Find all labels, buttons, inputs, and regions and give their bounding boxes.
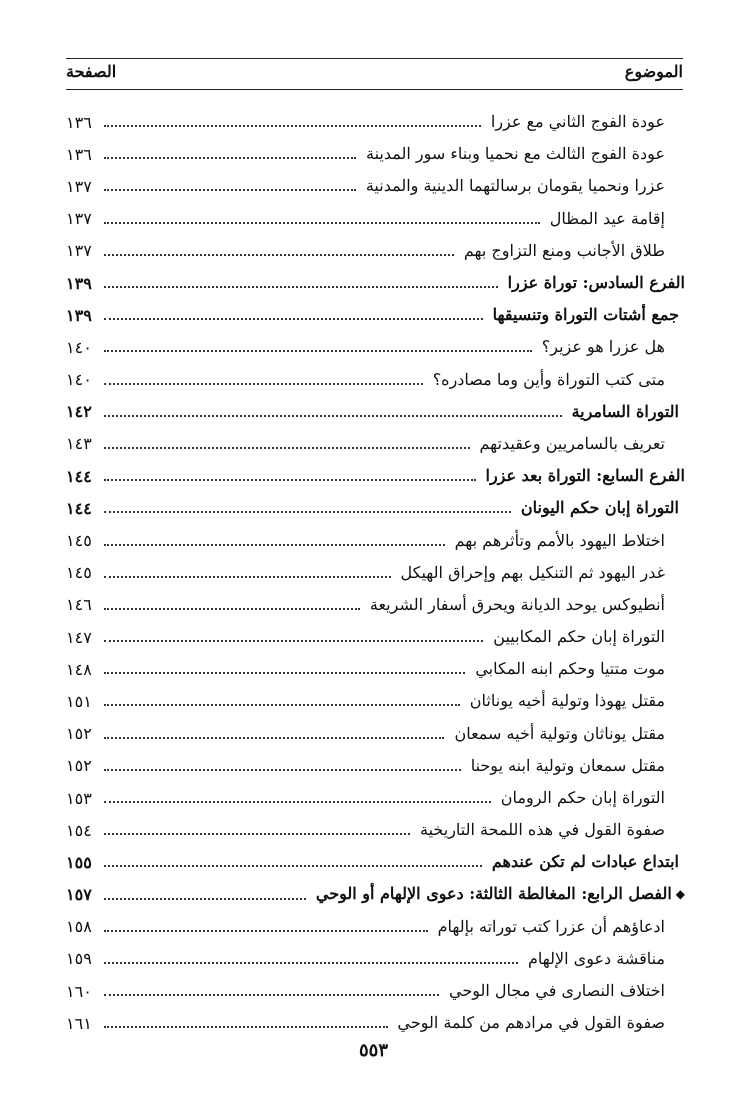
toc-entry-title [449,531,665,551]
toc-entry-title [495,788,665,808]
toc-entry-page: ١٣٩ [66,305,92,325]
toc-entry-text: التوراة السامرية [571,401,679,421]
leader-dots [104,737,444,739]
toc-entry [66,685,685,717]
toc-entry [66,396,685,428]
toc-entry-page: ١٣٩ [66,273,92,293]
leader-dots [104,157,356,159]
leader-dots [104,865,482,867]
toc-entry [66,492,685,524]
leader-dots [104,833,410,835]
toc-entry-title [432,917,665,937]
toc-entry-text: مناقشة دعوى الإلهام [527,948,665,968]
toc-entry [66,138,685,170]
toc-entry-text: مقتل سمعان وتولية ابنه يوحنا [470,755,665,775]
leader-dots [104,930,428,932]
toc-entry-text: التوراة إبان حكم الرومان [500,788,665,808]
toc-entry [66,1007,685,1039]
toc-entry-text: هل عزرا هو عزير؟ [541,337,665,357]
toc-entry-text: عزرا ونحميا يقومان برسالتهما الدينية والمدنية [365,176,665,196]
toc-entry [66,943,685,975]
toc-entry-page: ١٤٢ [66,402,92,422]
toc-entry [66,621,685,653]
toc-entry-title [443,981,665,1001]
toc-entry-title [486,852,679,872]
leader-dots [104,544,445,546]
leader-dots [104,125,481,127]
toc-entry-title [364,595,665,615]
toc-entry-page: ١٣٦ [66,144,92,164]
toc-entry-text: ادعاؤهم أن عزرا كتب توراته بإلهام [437,916,665,936]
toc-entry-text: التوراة إبان حكم المكابيين [493,627,665,647]
leader-dots [104,222,540,224]
toc-entry-page: ١٥٧ [66,885,92,905]
toc-entry-title [487,305,679,325]
toc-entry [66,331,685,363]
toc-entry-text: متى كتب التوراة وأين وما مصادره؟ [432,369,665,389]
toc-entry [66,718,685,750]
toc-entry-page: ١٦٠ [66,981,92,1001]
toc-entry-page: ١٤٠ [66,337,92,357]
toc-entry-page: ١٥٥ [66,852,92,872]
leader-dots [104,286,498,288]
toc-entry-page: ١٤٥ [66,563,92,583]
leader-dots [104,704,460,706]
toc-entry [66,814,685,846]
toc-entry-page: ١٥٢ [66,756,92,776]
toc-entry-title [427,370,665,390]
header-rule [66,89,683,90]
toc-entry-title [464,691,665,711]
toc-entry-page: ١٣٧ [66,209,92,229]
toc-entry-title [515,498,679,518]
toc-entry-title [448,724,665,744]
toc-entry-text: إقامة عيد المظال [549,208,665,228]
toc-entry-text: الفرع السابع: التوراة بعد عزرا [485,466,685,486]
leader-dots [104,576,391,578]
toc-entry [66,879,685,911]
toc-entry-text: ابتداع عبادات لم تكن عندهم [491,852,679,872]
toc-entry-page: ١٣٦ [66,112,92,132]
leader-dots [104,511,511,513]
leader-dots [104,769,461,771]
leader-dots [104,672,465,674]
toc-entry-text: عودة الفوج الثاني مع عزرا [490,112,665,132]
toc-entry-text: صفوة القول في هذه اللمحة التاريخية [420,820,665,840]
toc-entry [66,428,685,460]
toc-entry [66,106,685,138]
toc-entry [66,782,685,814]
toc-entry-page: ١٦١ [66,1013,92,1033]
toc-entry-text: غدر اليهود ثم التنكيل بهم وإحراق الهيكل [400,562,665,582]
toc-entry-page: ١٤٣ [66,434,92,454]
diamond-bullet-icon: ◆ [675,887,685,902]
toc-entry-page: ١٤٦ [66,595,92,615]
toc-entry-title [414,820,665,840]
toc-entry [66,460,685,492]
leader-dots [104,898,306,900]
leader-dots [104,994,439,996]
toc-entry-page: ١٥٤ [66,820,92,840]
toc-entry [66,299,685,331]
toc-entry-title [566,402,679,422]
leader-dots [104,415,562,417]
leader-dots [104,608,360,610]
topic-column-header: الموضوع [624,62,683,81]
toc-entry-text: عودة الفوج الثالث مع نحميا وبناء سور المدينة [366,144,665,164]
leader-dots [104,350,532,352]
leader-dots [104,447,470,449]
toc-entry-title [395,563,665,583]
toc-entry [66,557,685,589]
toc-entry-page: ١٤٥ [66,531,92,551]
toc-entry [66,170,685,202]
table-of-contents [66,106,685,1039]
toc-entry-page: ١٣٧ [66,176,92,196]
toc-entry-title [544,209,665,229]
toc-entry [66,653,685,685]
toc-entry-title [485,112,665,132]
toc-entry-title [360,144,665,164]
toc-entry-title [310,884,685,905]
toc-entry-text: صفوة القول في مرادهم من كلمة الوحي [397,1013,665,1033]
toc-entry-title [458,241,665,261]
toc-entry-text: جمع أشتات التوراة وتنسيقها [492,305,679,325]
toc-entry-page: ١٤٧ [66,627,92,647]
leader-dots [104,383,423,385]
toc-entry [66,364,685,396]
toc-entry-title [522,949,665,969]
toc-entry-text: التوراة إبان حكم اليونان [520,498,679,518]
top-rule [66,58,683,59]
leader-dots [104,318,483,320]
toc-entry-text: اختلاف النصارى في مجال الوحي [449,981,665,1001]
toc-entry-page: ١٥٩ [66,949,92,969]
leader-dots [104,962,518,964]
leader-dots [104,640,483,642]
toc-entry [66,267,685,299]
toc-entry-text: مقتل يهوذا وتولية أخيه يوناثان [469,691,665,711]
toc-entry-title [536,337,665,357]
toc-entry-title [502,273,685,293]
toc-entry-title [487,627,665,647]
page-column-header: الصفحة [66,62,117,81]
toc-entry-title [480,466,686,486]
toc-entry-text: أنطيوكس يوحد الديانة ويحرق أسفار الشريعة [369,594,665,614]
toc-entry-text: تعريف بالسامريين وعقيدتهم [479,433,665,453]
toc-entry-text: اختلاط اليهود بالأمم وتأثرهم بهم [454,530,665,550]
toc-entry-text: الفرع السادس: توراة عزرا [507,273,685,293]
toc-entry-page: ١٤٤ [66,466,92,486]
toc-entry-text: مقتل يوناثان وتولية أخيه سمعان [454,723,665,743]
toc-entry-page: ١٤٨ [66,659,92,679]
toc-entry [66,975,685,1007]
leader-dots [104,189,356,191]
toc-entry-title [465,756,665,776]
leader-dots [104,254,454,256]
toc-entry-text: الفصل الرابع: المغالطة الثالثة: دعوى الإلهام أو الوحي [315,884,672,904]
toc-entry-page: ١٥٢ [66,724,92,744]
toc-entry-page: ١٥٨ [66,917,92,937]
leader-dots [104,801,491,803]
toc-entry [66,750,685,782]
toc-entry-page: ١٥١ [66,691,92,711]
toc-entry [66,524,685,556]
leader-dots [104,479,476,481]
toc-entry-page: ١٣٧ [66,241,92,261]
page-number: ٥٥٣ [358,1040,388,1061]
toc-entry-text: موت متتيا وحكم ابنه المكابي [475,659,665,679]
toc-entry-title [469,659,665,679]
toc-entry-title [474,434,665,454]
toc-entry-title [392,1013,666,1033]
toc-entry [66,589,685,621]
toc-entry [66,911,685,943]
toc-entry [66,203,685,235]
leader-dots [104,1026,388,1028]
toc-entry [66,846,685,878]
toc-entry-text: طلاق الأجانب ومنع التزاوج بهم [463,240,665,260]
toc-entry-page: ١٥٣ [66,788,92,808]
toc-entry-page: ١٤٠ [66,370,92,390]
toc-entry [66,235,685,267]
toc-entry-title [360,176,665,196]
toc-entry-page: ١٤٤ [66,498,92,518]
